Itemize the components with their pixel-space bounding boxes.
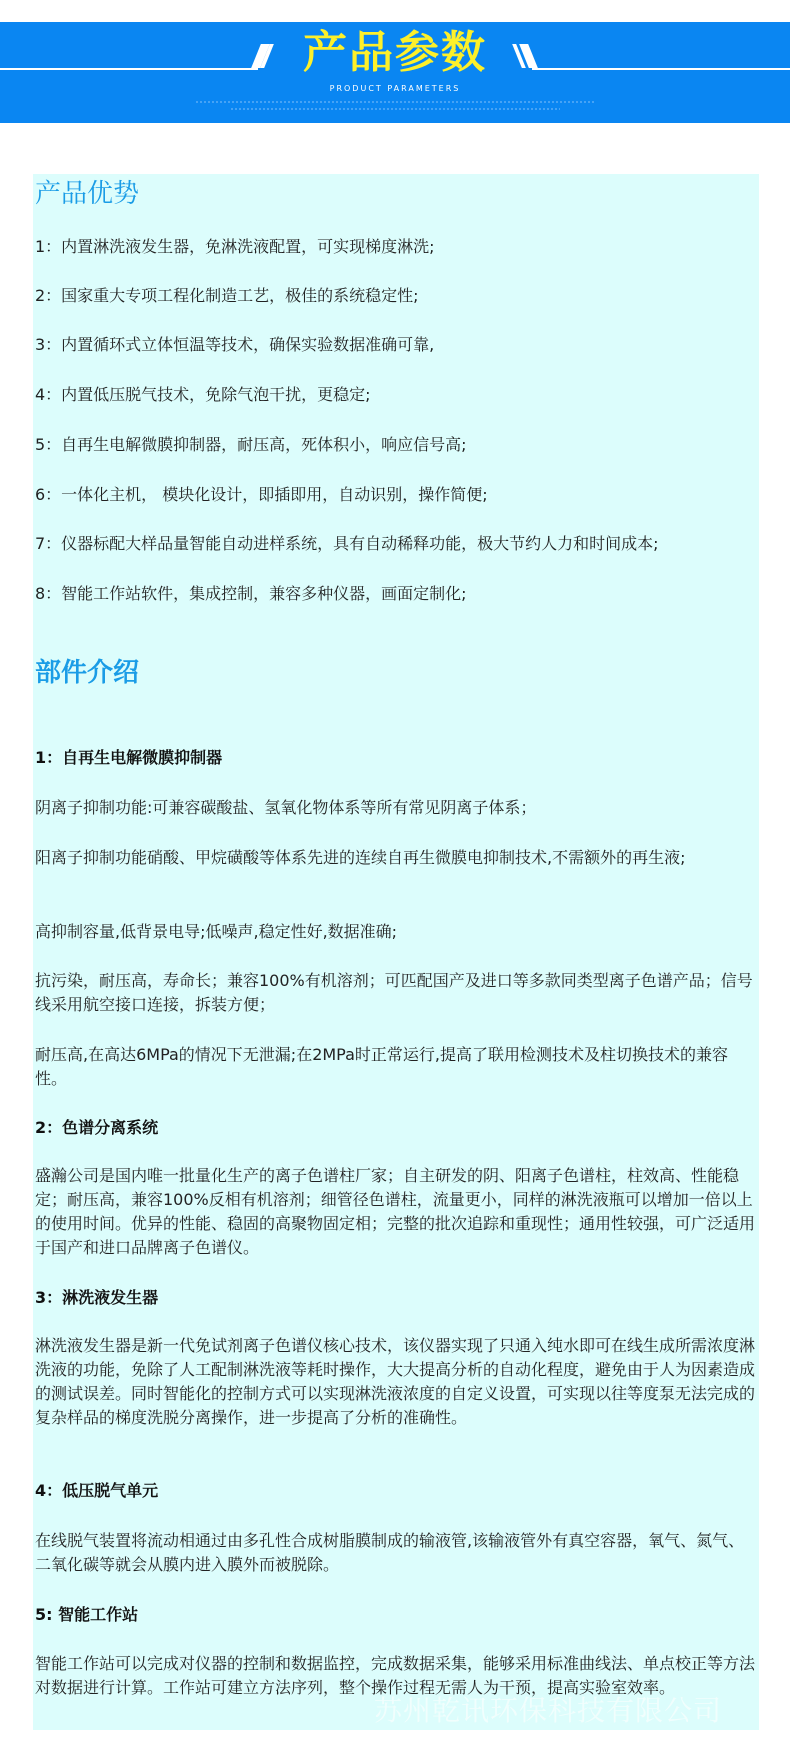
part-paragraph: 在线脱气装置将流动相通过由多孔性合成树脂膜制成的输液管,该输液管外有真空容器，氧气、氮气、二氧化碳等就会从膜内进入膜外而被脱除。 [35,1531,745,1574]
header-banner [0,22,790,123]
advantage-item: 7：仪器标配大样品量智能自动进样系统，具有自动稀释功能，极大节约人力和时间成本; [35,534,659,553]
advantage-item: 3：内置循环式立体恒温等技术，确保实验数据准确可靠, [35,335,435,354]
part-heading-suppressor: 1：自再生电解微膜抑制器 [35,748,223,767]
advantage-item: 2：国家重大专项工程化制造工艺，极佳的系统稳定性; [35,286,419,305]
part-paragraph: 阴离子抑制功能:可兼容碳酸盐、氢氧化物体系等所有常见阴离子体系； [35,798,537,817]
part-paragraph: 高抑制容量,低背景电导;低噪声,稳定性好,数据准确; [35,922,398,941]
part-paragraph: 耐压高,在高达6MPa的情况下无泄漏;在2MPa时正常运行,提高了联用检测技术及柱切换技术的兼容性。 [35,1045,729,1088]
advantage-item: 1：内置淋洗液发生器，免淋洗液配置，可实现梯度淋洗; [35,237,435,256]
part-paragraph: 抗污染，耐压高，寿命长；兼容100%有机溶剂；可匹配国产及进口等多款同类型离子色谱产品；信号线采用航空接口连接，拆装方便； [35,971,753,1014]
banner-subtitle: PRODUCT PARAMETERS [329,84,461,93]
part-heading-workstation: 5: 智能工作站 [35,1605,139,1624]
advantage-item: 5：自再生电解微膜抑制器，耐压高，死体积小，响应信号高; [35,435,467,454]
banner-dot-pattern [230,108,560,110]
part-paragraph: 智能工作站可以完成对仪器的控制和数据监控，完成数据采集，能够采用标准曲线法、单点校正等方法对数据进行计算。工作站可建立方法序列，整个操作过程无需人为干预，提高实验室效率。 [35,1654,756,1697]
part-heading-separation-system: 2：色谱分离系统 [35,1118,159,1137]
company-watermark: 苏州乾讯环保科技有限公司 [374,1694,723,1727]
part-heading-degasser: 4：低压脱气单元 [35,1481,159,1500]
part-paragraph: 淋洗液发生器是新一代免试剂离子色谱仪核心技术，该仪器实现了只通入纯水即可在线生成所需浓度淋洗液的功能，免除了人工配制淋洗液等耗时操作，大大提高分析的自动化程度，避免由于人为因素造成的测试误差。同时智能化的控制方式可以实现淋洗液浓度的自定义设置，可实现以往等度泵无法完成的复杂样品的梯度洗脱分离操作，进一步提高了分析的准确性。 [35,1336,756,1427]
advantage-item: 4：内置低压脱气技术，免除气泡干扰，更稳定; [35,385,371,404]
section-title-advantages: 产品优势 [35,179,140,209]
advantage-item: 8：智能工作站软件，集成控制，兼容多种仪器，画面定制化; [35,584,467,603]
banner-dot-pattern [195,101,595,103]
banner-title: 产品参数 [303,27,487,78]
part-paragraph: 阳离子抑制功能硝酸、甲烷磺酸等体系先进的连续自再生微膜电抑制技术,不需额外的再生液; [35,848,686,867]
section-title-parts: 部件介绍 [35,658,140,688]
advantage-item: 6：一体化主机， 模块化设计，即插即用，自动识别，操作简便; [35,485,488,504]
part-heading-eluent-generator: 3：淋洗液发生器 [35,1288,159,1307]
part-paragraph: 盛瀚公司是国内唯一批量化生产的离子色谱柱厂家；自主研发的阴、阳离子色谱柱，柱效高、性能稳定；耐压高，兼容100%反相有机溶剂；细管径色谱柱，流量更小，同样的淋洗液瓶可以增加一倍以上的使用时间。优异的性能、稳固的高聚物固定相；完整的批次追踪和重现性；通用性较强，可广泛适用于国产和进口品牌离子色谱仪。 [35,1166,756,1257]
